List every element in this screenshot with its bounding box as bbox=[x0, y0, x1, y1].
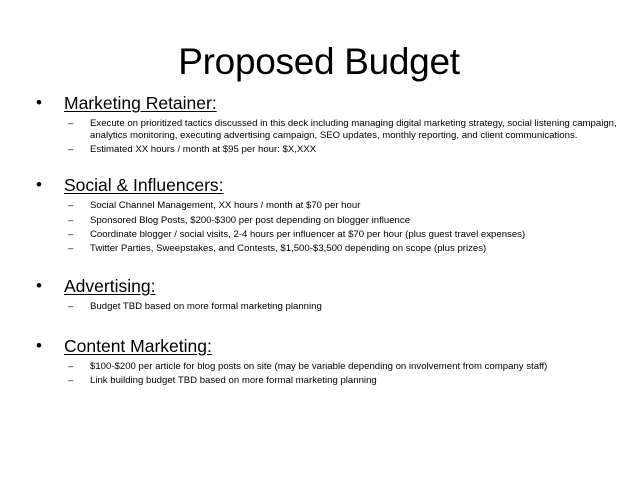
list-item bbox=[36, 144, 626, 156]
dash-icon: – bbox=[68, 118, 74, 129]
section-marketing-retainer bbox=[36, 92, 626, 156]
list-item bbox=[36, 118, 626, 142]
bullet-icon: • bbox=[36, 275, 42, 295]
dash-icon: – bbox=[68, 360, 74, 372]
sub-list bbox=[36, 118, 626, 156]
list-item bbox=[36, 229, 626, 241]
section-advertising bbox=[36, 275, 626, 313]
dash-icon: – bbox=[68, 300, 74, 312]
section-social-influencers bbox=[36, 174, 626, 255]
dash-icon: – bbox=[68, 228, 74, 240]
list-item bbox=[36, 200, 626, 212]
section-heading bbox=[36, 275, 626, 297]
list-item-text: Link building budget TBD based on more formal marketing planning bbox=[90, 375, 377, 387]
list-item-text: Execute on prioritized tactics discussed in this deck including managing digital marketing strategy, social listening campaign, analytics monitoring, executing advertising campaign, SEO updates, monthly reporting, and client communications. bbox=[90, 118, 617, 141]
list-item bbox=[36, 301, 626, 313]
budget-sections bbox=[36, 92, 626, 389]
list-item bbox=[36, 215, 626, 227]
sub-list bbox=[36, 301, 626, 313]
sub-list bbox=[36, 200, 626, 255]
list-item-text: Coordinate blogger / social visits, 2-4 hours per influencer at $70 per hour (plus guest travel expenses) bbox=[90, 228, 526, 240]
section-heading-label: Marketing Retainer: bbox=[64, 93, 217, 113]
bullet-icon: • bbox=[36, 175, 42, 195]
dash-icon: – bbox=[68, 243, 74, 255]
list-item bbox=[36, 361, 626, 373]
list-item-text: Budget TBD based on more formal marketing planning bbox=[90, 300, 322, 312]
list-item-text: $100-$200 per article for blog posts on site (may be variable depending on involvement from company staff) bbox=[90, 360, 548, 372]
section-heading bbox=[36, 92, 626, 114]
list-item bbox=[36, 375, 626, 387]
section-heading-label: Advertising: bbox=[64, 275, 156, 296]
list-item-text: Twitter Parties, Sweepstakes, and Contests, $1,500-$3,500 depending on scope (plus prizes) bbox=[90, 243, 487, 255]
list-item bbox=[36, 243, 626, 255]
section-content-marketing bbox=[36, 335, 626, 387]
bullet-icon: • bbox=[36, 93, 42, 112]
list-item-text: Social Channel Management, XX hours / month at $70 per hour bbox=[90, 200, 361, 212]
section-heading-label: Social & Influencers: bbox=[64, 175, 224, 196]
dash-icon: – bbox=[68, 214, 74, 226]
bullet-icon: • bbox=[36, 335, 42, 355]
sub-list bbox=[36, 361, 626, 387]
list-item-text: Estimated XX hours / month at $95 per hour: $X,XXX bbox=[90, 144, 317, 156]
slide-title: Proposed Budget bbox=[178, 41, 460, 82]
dash-icon: – bbox=[68, 144, 74, 156]
dash-icon: – bbox=[68, 375, 74, 387]
section-heading-label: Content Marketing: bbox=[64, 335, 212, 356]
dash-icon: – bbox=[68, 200, 74, 212]
section-heading bbox=[36, 335, 626, 357]
list-item-text: Sponsored Blog Posts, $200-$300 per post depending on blogger influence bbox=[90, 214, 411, 226]
section-heading bbox=[36, 174, 626, 196]
